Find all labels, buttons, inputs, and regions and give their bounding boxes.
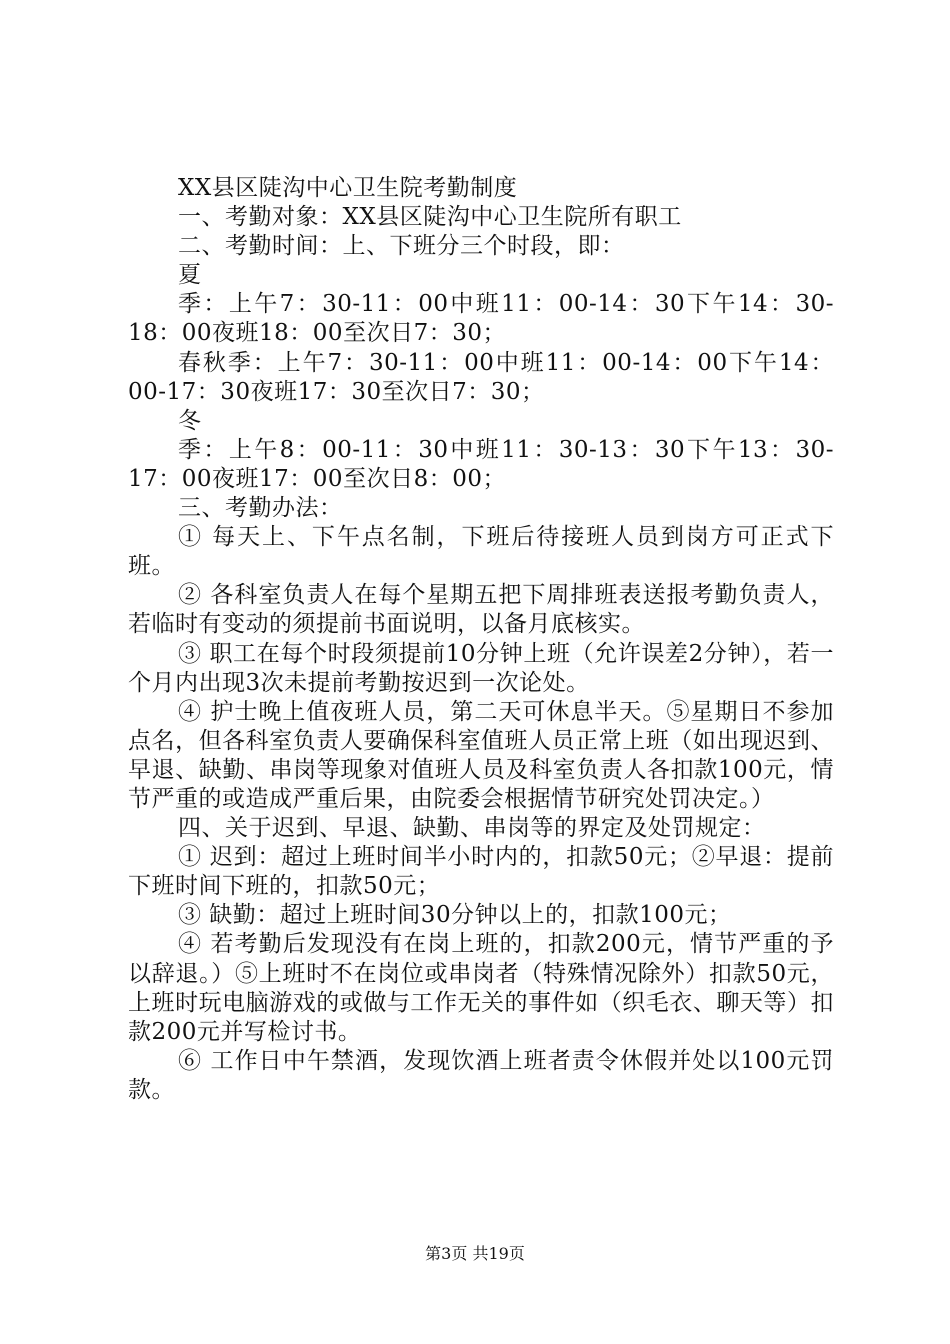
paragraph: ③ 职工在每个时段须提前10分钟上班（允许误差2分钟），若一个月内出现3次未提前考勤按迟到一次论处。 — [128, 640, 834, 696]
page-total: 共19页 — [472, 1244, 525, 1263]
paragraph: ② 各科室负责人在每个星期五把下周排班表送报考勤负责人，若临时有变动的须提前书面说明，以备月底核实。 — [128, 582, 834, 638]
paragraph: 四、关于迟到、早退、缺勤、串岗等的界定及处罚规定： — [178, 815, 766, 842]
page-footer — [0, 1244, 950, 1264]
paragraph: ① 迟到：超过上班时间半小时内的，扣款50元；②早退：提前下班时间下班的，扣款50元； — [128, 844, 834, 900]
paragraph: ⑥ 工作日中午禁酒，发现饮酒上班者责令休假并处以100元罚款。 — [128, 1047, 834, 1103]
paragraph: 一、考勤对象：XX县区陡沟中心卫生院所有职工 — [178, 204, 682, 231]
paragraph: ④ 护士晚上值夜班人员，第二天可休息半天。⑤星期日不参加点名，但各科室负责人要确保科室值班人员正常上班（如出现迟到、早退、缺勤、串岗等现象对值班人员及科室负责人各扣款100元，情节严重的或造成严重后果，由院委会根据情节研究处罚决定。） — [128, 698, 834, 812]
paragraph: ④ 若考勤后发现没有在岗上班的，扣款200元，情节严重的予以辞退。）⑤上班时不在岗位或串岗者（特殊情况除外）扣款50元，上班时玩电脑游戏的或做与工作无关的事件如（织毛衣、聊天等）扣款200元并写检讨书。 — [128, 931, 834, 1045]
paragraph: 夏 — [178, 262, 202, 289]
paragraph: 三、考勤办法： — [178, 495, 343, 522]
paragraph: 季：上午8：00-11：30中班11：30-13：30下午13：30-17：00夜班17：00至次日8：00； — [128, 436, 834, 492]
paragraph: 冬 — [178, 407, 202, 434]
page-number: 第3页 — [425, 1244, 468, 1263]
paragraph: ① 每天上、下午点名制，下班后待接班人员到岗方可正式下班。 — [128, 524, 834, 580]
document-body — [128, 174, 834, 1105]
paragraph: 季：上午7：30-11：00中班11：00-14：30下午14：30-18：00夜班18：00至次日7：30； — [128, 291, 834, 347]
paragraph: 春秋季：上午7：30-11：00中班11：00-14：00下午14：00-17：30夜班17：30至次日7：30； — [128, 349, 834, 405]
paragraph: ③ 缺勤：超过上班时间30分钟以上的，扣款100元； — [178, 902, 732, 929]
paragraph: 二、考勤时间：上、下班分三个时段，即： — [178, 233, 625, 260]
document-title: XX县区陡沟中心卫生院考勤制度 — [178, 175, 518, 201]
